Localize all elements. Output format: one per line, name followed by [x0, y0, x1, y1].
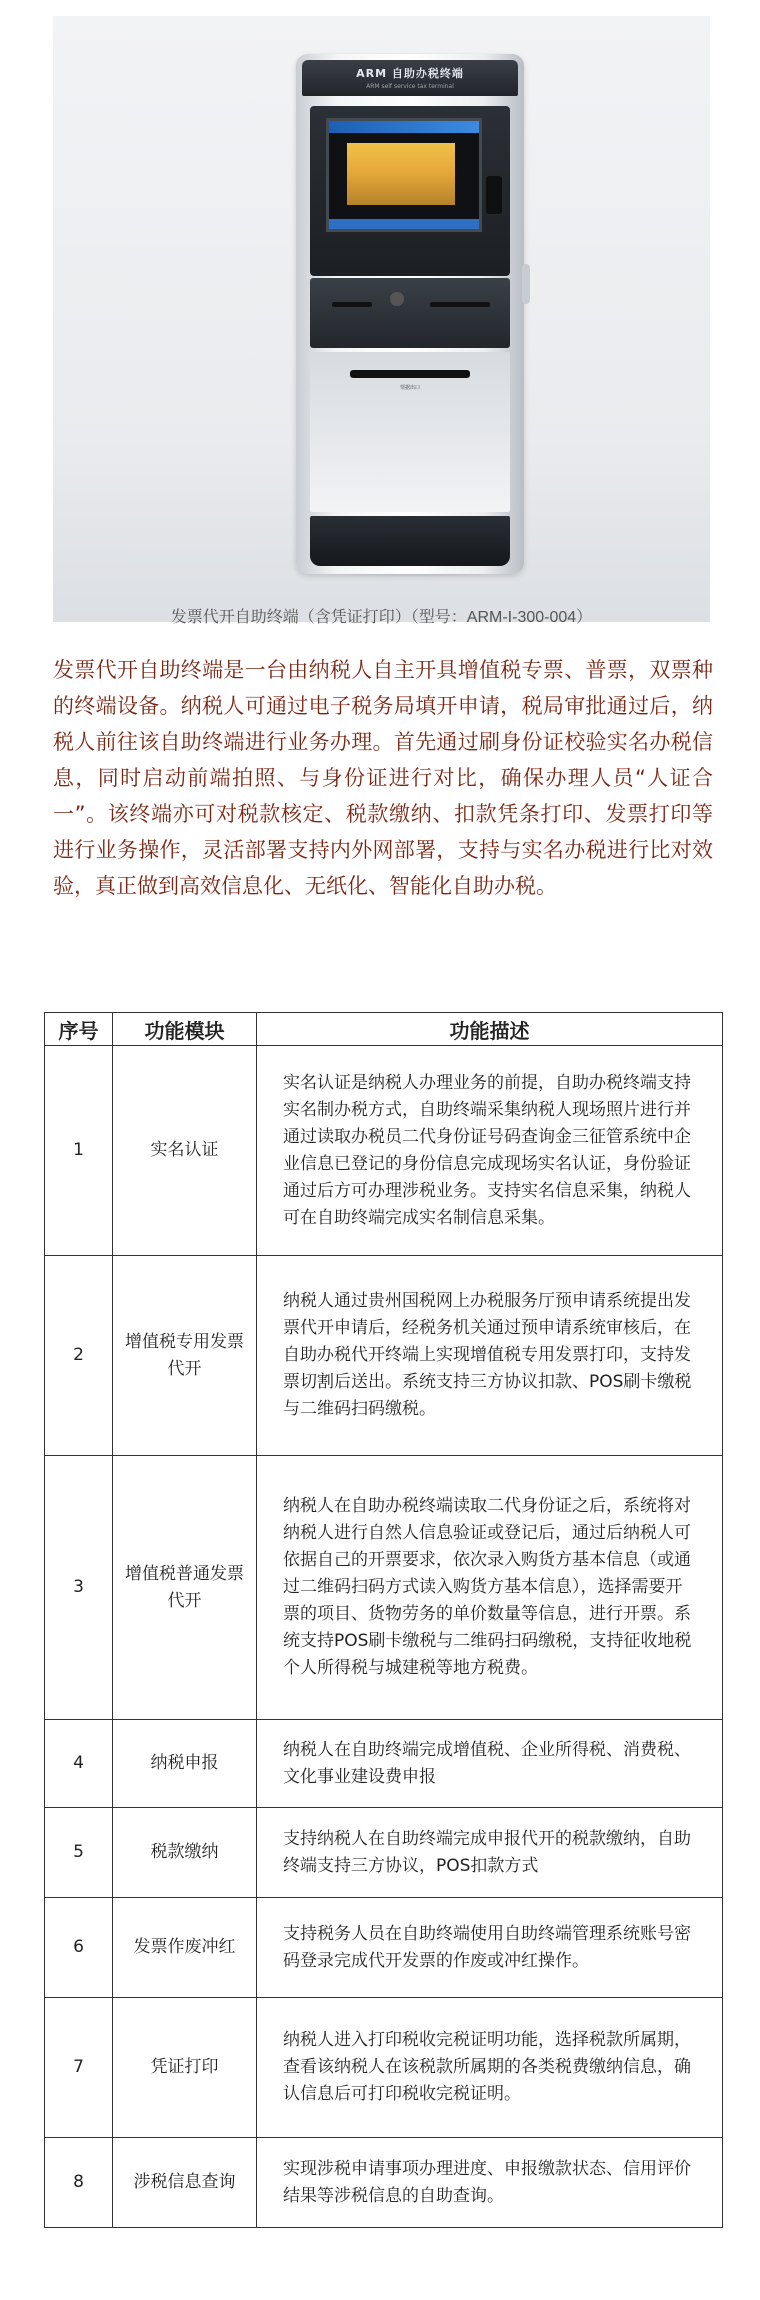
row-description: 支持纳税人在自助终端完成申报代开的税款缴纳，自助终端支持三方协议，POS扣款方式	[257, 1808, 723, 1898]
card-slot-left	[332, 302, 372, 307]
header-index: 序号	[45, 1013, 113, 1046]
function-table	[44, 1012, 723, 2228]
screen-wheat-image	[347, 143, 455, 205]
table-row	[45, 1998, 723, 2138]
screen-footer-bar	[329, 219, 479, 229]
scanner-icon	[390, 292, 404, 306]
table-header-row	[45, 1013, 723, 1046]
row-description: 实名认证是纳税人办理业务的前提，自助办税终端支持实名制办税方式，自助终端采集纳税人现场照片进行并通过读取办税员二代身份证号码查询金三征管系统中企业信息已登记的身份信息完成现场实名认证，身份验证通过后方可办理涉税业务。支持实名信息采集，纳税人可在自助终端完成实名制信息采集。	[257, 1046, 723, 1256]
row-description: 纳税人在自助办税终端读取二代身份证之后，系统将对纳税人进行自然人信息验证或登记后，通过后纳税人可依据自己的开票要求，依次录入购货方基本信息（或通过二维码扫码方式读入购货方基本信息），选择需要开票的项目、货物劳务的单价数量等信息，进行开票。系统支持POS刷卡缴税与二维码扫码缴税，支持征收地税个人所得税与城建税等地方税费。	[257, 1456, 723, 1720]
kiosk-lower-panel	[310, 352, 510, 512]
row-module: 实名认证	[113, 1046, 257, 1256]
row-description: 纳税人进入打印税收完税证明功能，选择税款所属期，查看该纳税人在该税款所属期的各类税费缴纳信息，确认信息后可打印税收完税证明。	[257, 1998, 723, 2138]
kiosk-card-panel	[310, 278, 510, 348]
camera-module	[486, 176, 502, 214]
row-description: 纳税人在自助终端完成增值税、企业所得税、消费税、文化事业建设费申报	[257, 1720, 723, 1808]
side-handle	[522, 264, 530, 304]
receipt-exit-label: 票据出口	[399, 385, 420, 391]
row-description: 纳税人通过贵州国税网上办税服务厅预申请系统提出发票代开申请后，经税务机关通过预申请系统审核后，在自助办税代开终端上实现增值税专用发票打印，支持发票切割后送出。系统支持三方协议扣款、POS刷卡缴税与二维码扫码缴税。	[257, 1256, 723, 1456]
table-row	[45, 1898, 723, 1998]
table-row	[45, 1720, 723, 1808]
kiosk-upper-body	[310, 106, 510, 276]
row-index: 7	[45, 1998, 113, 2138]
row-index: 6	[45, 1898, 113, 1998]
row-module: 纳税申报	[113, 1720, 257, 1808]
product-photo	[53, 16, 710, 626]
kiosk-brand: ARM 自助办税终端	[356, 67, 464, 80]
intro-paragraph: 发票代开自助终端是一台由纳税人自主开具增值税专票、普票，双票种的终端设备。纳税人可通过电子税务局填开申请，税局审批通过后，纳税人前往该自助终端进行业务办理。首先通过刷身份证校验实名办税信息，同时启动前端拍照、与身份证进行对比，确保办理人员“人证合一”。该终端亦可对税款核定、税款缴纳、扣款凭条打印、发票打印等进行业务操作，灵活部署支持内外网部署，支持与实名办税进行比对效验，真正做到高效信息化、无纸化、智能化自助办税。	[53, 658, 713, 898]
table-row	[45, 1808, 723, 1898]
card-slot-right	[430, 302, 490, 307]
row-module: 发票作废冲红	[113, 1898, 257, 1998]
table-row	[45, 1456, 723, 1720]
table-row	[45, 2138, 723, 2228]
row-module: 增值税专用发票代开	[113, 1256, 257, 1456]
header-description: 功能描述	[257, 1013, 723, 1046]
row-module: 凭证打印	[113, 1998, 257, 2138]
row-index: 3	[45, 1456, 113, 1720]
row-module: 涉税信息查询	[113, 2138, 257, 2228]
row-index: 4	[45, 1720, 113, 1808]
receipt-exit-slot	[350, 370, 470, 378]
kiosk-illustration	[296, 54, 524, 574]
kiosk-header	[302, 60, 518, 96]
row-index: 5	[45, 1808, 113, 1898]
table-row	[45, 1256, 723, 1456]
kiosk-subtitle: ARM self service tax terminal	[366, 83, 454, 90]
row-module: 增值税普通发票代开	[113, 1456, 257, 1720]
row-index: 2	[45, 1256, 113, 1456]
header-module: 功能模块	[113, 1013, 257, 1046]
product-caption: 发票代开自助终端（含凭证打印）（型号：ARM-I-300-004）	[170, 609, 593, 626]
row-index: 8	[45, 2138, 113, 2228]
table-row	[45, 1046, 723, 1256]
row-description: 支持税务人员在自助终端使用自助终端管理系统账号密码登录完成代开发票的作废或冲红操作。	[257, 1898, 723, 1998]
kiosk-base	[310, 516, 510, 566]
row-module: 税款缴纳	[113, 1808, 257, 1898]
row-index: 1	[45, 1046, 113, 1256]
screen-title-bar	[329, 121, 479, 133]
row-description: 实现涉税申请事项办理进度、申报缴款状态、信用评价结果等涉税信息的自助查询。	[257, 2138, 723, 2228]
kiosk-screen	[326, 118, 482, 232]
